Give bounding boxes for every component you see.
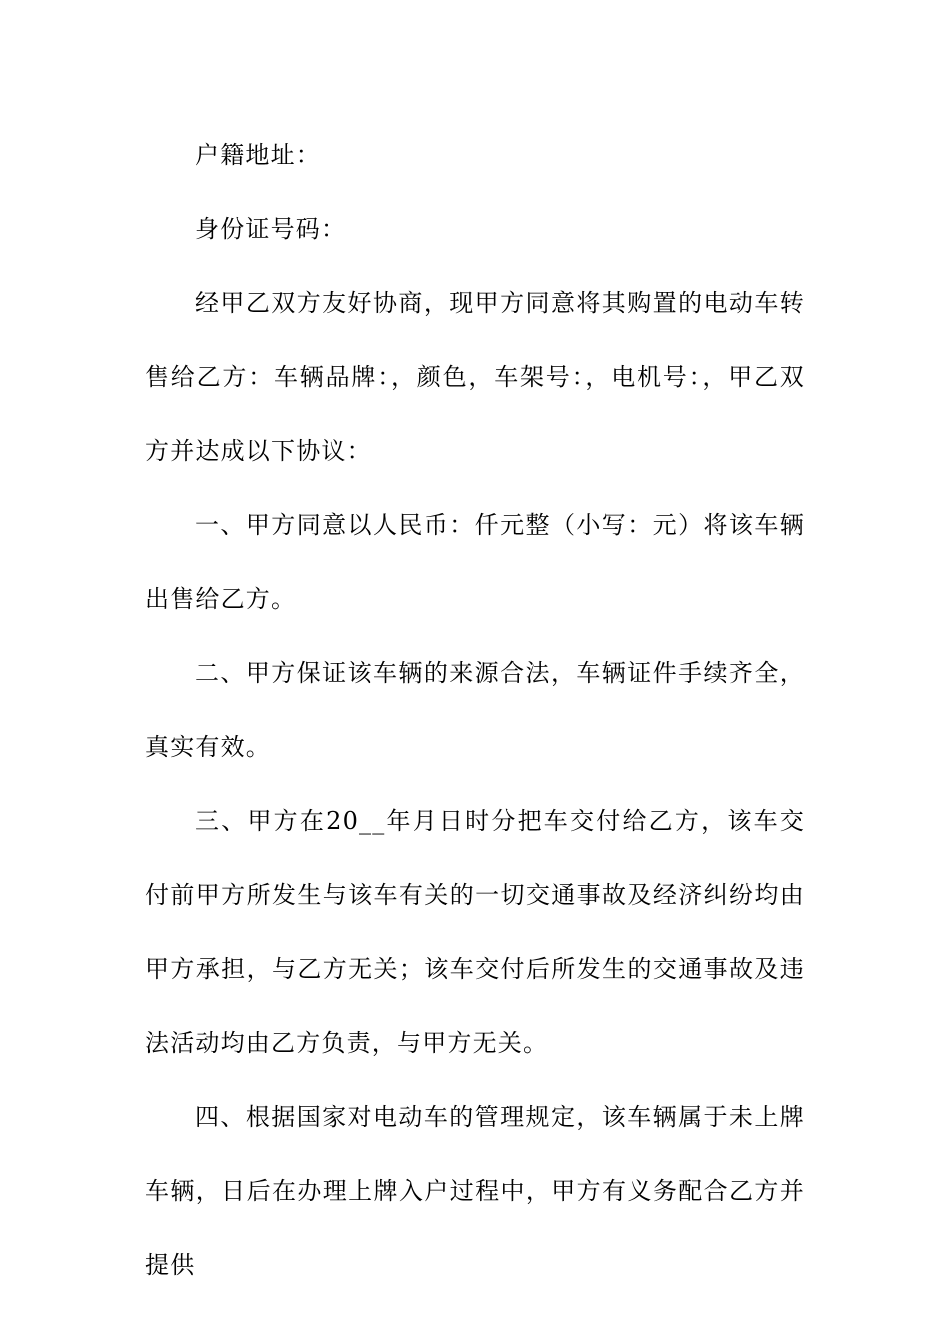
id-number-line: 身份证号码： [195, 215, 347, 243]
household-address-line: 户籍地址： [195, 141, 321, 169]
document-body [145, 118, 805, 1302]
clause-4-paragraph: 四、根据国家对电动车的管理规定，该车辆属于未上牌车辆，日后在办理上牌入户过程中，甲方有义务配合乙方并提供 [145, 1103, 805, 1279]
clause-3-paragraph: 三、甲方在20__年月日时分把车交付给乙方，该车交付前甲方所发生与该车有关的一切交通事故及经济纠纷均由甲方承担，与乙方无关；该车交付后所发生的交通事故及违法活动均由乙方负责，与甲方无关。 [145, 807, 805, 1057]
agreement-intro-paragraph: 经甲乙双方友好协商，现甲方同意将其购置的电动车转售给乙方：车辆品牌：，颜色，车架号：，电机号：，甲乙双方并达成以下协议： [145, 289, 805, 465]
clause-1-paragraph: 一、甲方同意以人民币：仟元整（小写：元）将该车辆出售给乙方。 [145, 511, 805, 613]
clause-2-paragraph: 二、甲方保证该车辆的来源合法，车辆证件手续齐全，真实有效。 [145, 659, 805, 761]
